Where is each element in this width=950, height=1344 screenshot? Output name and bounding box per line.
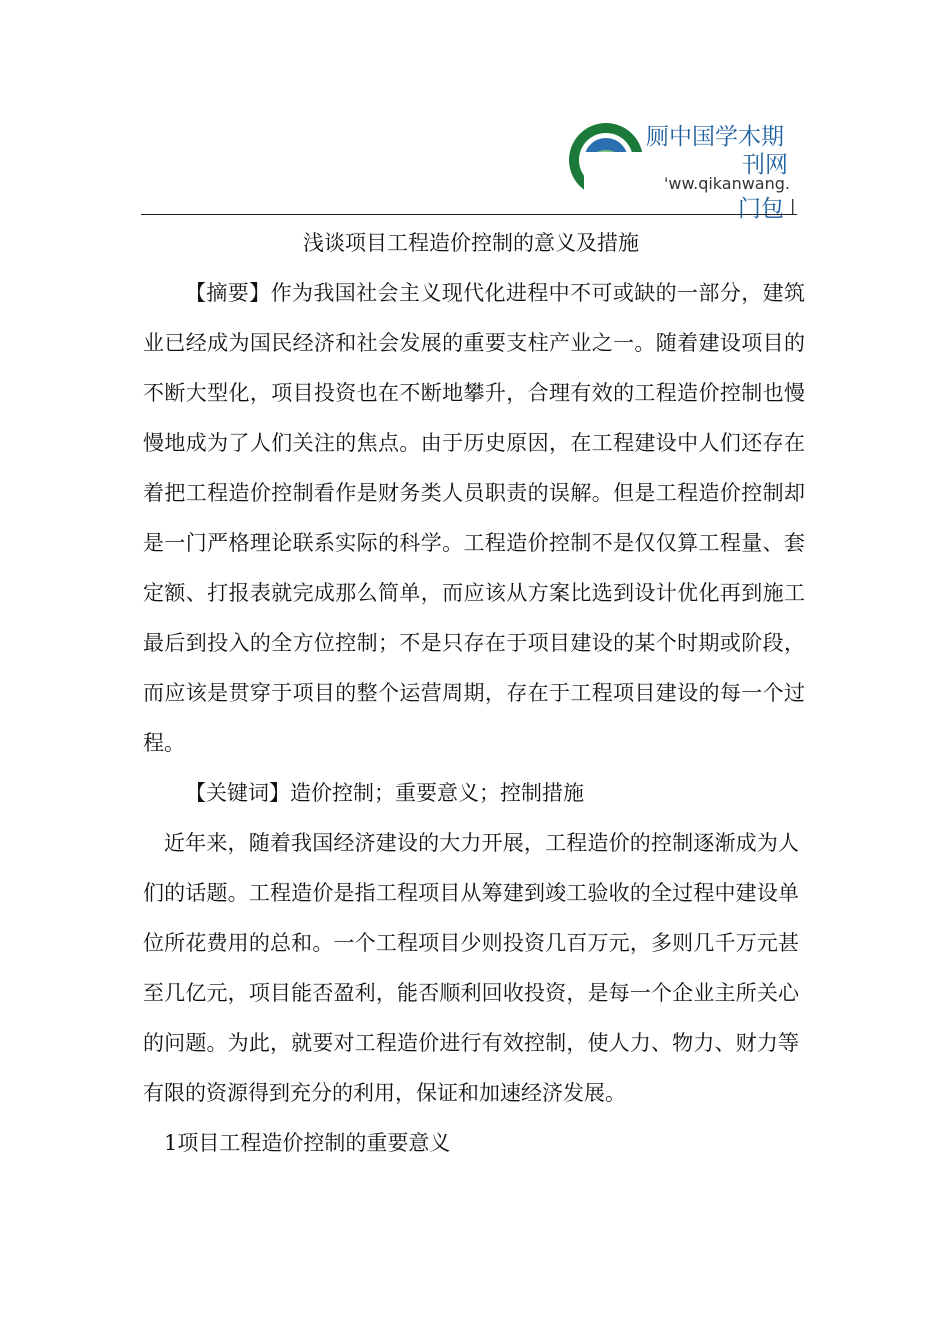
keywords-line: 【关键词】造价控制；重要意义；控制措施 bbox=[185, 781, 584, 805]
intro-paragraph: 近年来，随着我国经济建设的大力开展，工程造价的控制逐渐成为人们的话题。工程造价是指工程项目从筹建到竣工验收的全过程中建设单位所花费用的总和。一个工程项目少则投资几百万元，多则几千万元甚至几亿元，项目能否盈利，能否顺利回收投资，是每一个企业主所关心的问题。为此，就要对工程造价进行有效控制，使人力、物力、财力等有限的资源得到充分的利用，保证和加速经济发展。 bbox=[143, 831, 799, 1105]
brand-url: 'ww.qikanwang. bbox=[664, 174, 790, 193]
article-body bbox=[143, 226, 823, 1168]
header-divider bbox=[141, 214, 797, 215]
brand-tick: | bbox=[790, 196, 796, 215]
brand-name: 厕中国学木期 bbox=[646, 124, 784, 150]
abstract-paragraph: 【摘要】作为我国社会主义现代化进程中不可或缺的一部分，建筑业已经成为国民经济和社会发展的重要支柱产业之一。随着建设项目的不断大型化，项目投资也在不断地攀升，合理有效的工程造价控制也慢慢地成为了人们关注的焦点。由于历史原因，在工程建设中人们还存在着把工程造价控制看作是财务类人员职责的误解。但是工程造价控制却是一门严格理论联系实际的科学。工程造价控制不是仅仅算工程量、套定额、打报表就完成那么简单，而应该从方案比选到设计优化再到施工最后到投入的全方位控制；不是只存在于项目建设的某个时期或阶段，而应该是贯穿于项目的整个运营周期，存在于工程项目建设的每一个过程。 bbox=[143, 281, 805, 755]
brand-suffix: 门包 bbox=[738, 196, 784, 222]
page-header bbox=[0, 0, 950, 220]
section-heading: 1项目工程造价控制的重要意义 bbox=[164, 1131, 451, 1155]
brand-name-cont: 刊网 bbox=[742, 152, 788, 178]
logo-white-patch bbox=[584, 152, 654, 198]
article-title: 浅谈项目工程造价控制的意义及措施 bbox=[303, 231, 639, 255]
